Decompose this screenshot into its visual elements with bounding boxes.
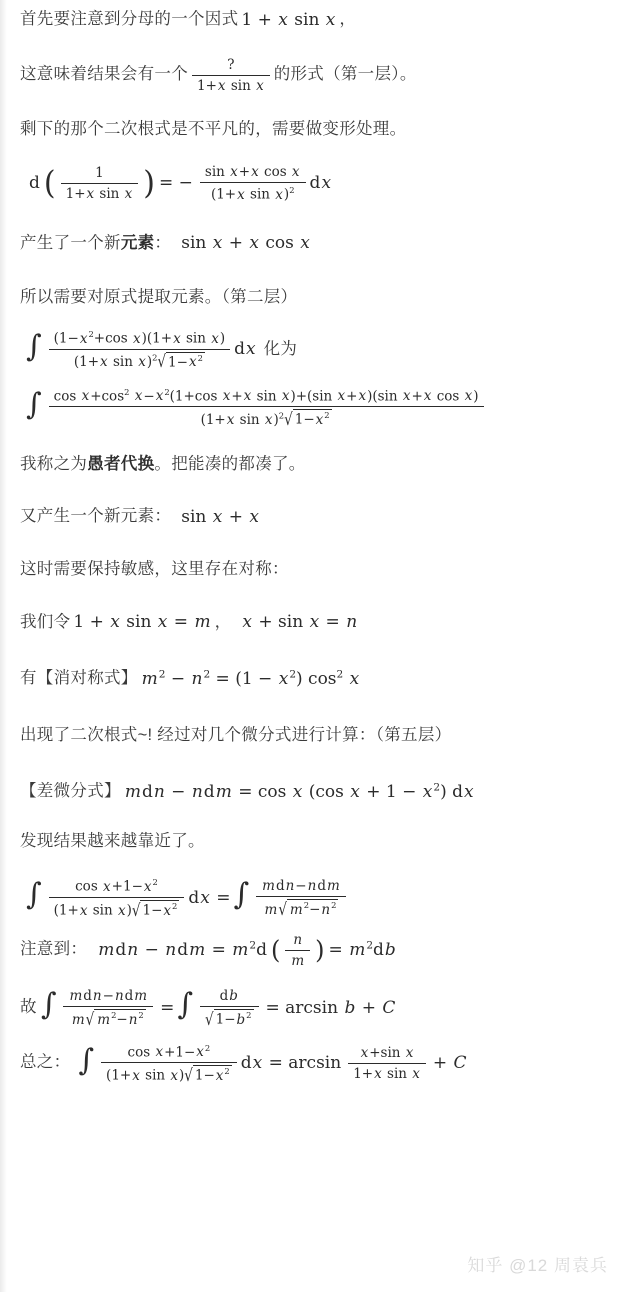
den-pre: (1+x sin x)$^2$ <box>73 352 158 371</box>
sqrt <box>157 352 204 371</box>
numerator: n <box>285 932 310 951</box>
math-inline: mdn − ndm = $m^2d$ <box>98 939 267 961</box>
math-inline: = − <box>159 173 193 194</box>
math-inline: d <box>29 173 40 194</box>
sqrt-radicand: $1-x^2$ <box>194 1066 230 1084</box>
sqrt-radical: √ <box>85 1009 95 1030</box>
text-run: 出现了二次根式~! 经过对几个微分式进行计算：（第五层） <box>20 725 452 744</box>
paragraph-13 <box>20 667 620 692</box>
numerator: db <box>200 988 259 1007</box>
fraction <box>348 1045 426 1082</box>
denominator <box>63 1007 153 1028</box>
text-run: 首先要注意到分母的一个因式 <box>20 10 239 29</box>
paragraph-6 <box>20 286 620 310</box>
text-run: 总之： <box>20 1053 71 1072</box>
denominator: 1+x sin x <box>197 77 264 94</box>
math-inline: dx = arcsin <box>240 1053 342 1074</box>
paragraph-14 <box>20 724 620 748</box>
formula-integral-4 <box>20 986 620 1030</box>
sqrt-radical: √ <box>205 1009 214 1030</box>
text-run: 【差微分式】 <box>20 782 121 801</box>
integral-sign: ∫ <box>40 987 57 1023</box>
text-run: 发现结果越来越靠近了。 <box>20 832 205 851</box>
fraction <box>63 988 153 1028</box>
numerator: x+sin x <box>348 1045 426 1064</box>
fraction <box>49 387 484 428</box>
numerator: mdn−ndm <box>256 878 346 897</box>
sqrt-radical: √ <box>278 899 287 920</box>
text-run: 化为 <box>263 339 298 358</box>
numerator: $\cos x+1-x^2$ <box>101 1043 237 1064</box>
fraction <box>200 988 259 1028</box>
fraction <box>200 164 306 203</box>
text-run: 故 <box>20 997 37 1016</box>
sqrt <box>86 1009 146 1028</box>
den-pre: (1+x sin x)$^2$ <box>200 410 285 428</box>
sqrt <box>284 409 331 428</box>
numerator: $\cos x+\cos^2$ $x-x^2(1+\cos$ x+x sin x)+(sin x+x)(sin x+x cos x) <box>49 387 484 408</box>
sqrt-radical: √ <box>284 409 293 430</box>
text-run: 这时需要保持敏感，这里存在对称： <box>20 559 289 578</box>
fraction <box>192 57 270 94</box>
formula-integral-3 <box>20 876 620 920</box>
bold-term: 元素 <box>120 233 155 252</box>
paragraph-3 <box>20 118 620 142</box>
denominator <box>256 897 346 918</box>
denominator <box>49 350 230 371</box>
math-inline: sin x + x cos x <box>181 233 310 254</box>
den-pre: m <box>264 901 278 918</box>
paragraph-5 <box>20 231 620 256</box>
formula-conclusion <box>20 1042 620 1086</box>
formula-integral-1 <box>20 328 620 372</box>
formula-differential <box>20 162 620 206</box>
paragraph-18 <box>20 932 620 969</box>
paragraph-1 <box>20 8 620 33</box>
fraction <box>285 932 310 969</box>
math-inline: = <box>160 997 175 1018</box>
integral-sign: ∫ <box>78 1042 95 1078</box>
sqrt-radicand: $m^2-n^2$ <box>94 1009 145 1028</box>
den-pre: m <box>71 1011 85 1028</box>
big-paren-left: ( <box>43 165 56 202</box>
math-inline: = arcsin b + C <box>265 997 396 1018</box>
paragraph-9 <box>20 453 620 477</box>
math-inline: x + sin x = n <box>242 612 358 633</box>
paragraph-11 <box>20 558 620 582</box>
sqrt-radical: √ <box>184 1065 193 1086</box>
math-inline: mdn − ndm = cos x (cos $x + 1 - x^2$) dx <box>124 781 474 802</box>
denominator: (1+x sin x)$^2$ <box>210 185 295 203</box>
paragraph-12 <box>20 610 620 635</box>
den-pre: (1+x sin x) <box>106 1067 185 1084</box>
text-run: 的形式（第一层）。 <box>273 65 417 84</box>
math-inline: = $m^2db$ <box>328 939 396 961</box>
denominator: 1+x sin x <box>353 1065 420 1082</box>
fraction <box>49 329 230 373</box>
zhihu-watermark: 知乎 @12 周袁兵 <box>467 1256 608 1275</box>
math-inline: dx = <box>188 887 231 908</box>
text-run: 我们令 <box>20 612 71 631</box>
fraction <box>49 877 185 921</box>
math-inline: + C <box>432 1053 467 1074</box>
math-inline: dx <box>234 339 256 360</box>
denominator <box>49 407 484 428</box>
sqrt-radicand: $1-x^2$ <box>168 352 203 371</box>
numerator: sin x+x cos x <box>200 164 306 183</box>
text-run: 有【消对称式】 <box>20 669 138 688</box>
math-inline: $m^2 - n^2 = (1 - x^2)$ $\cos^2 x$ <box>141 668 360 690</box>
numerator: ($1-x^2+\cos$ x)(1+x sin x) <box>49 329 230 350</box>
paragraph-10 <box>20 505 620 530</box>
math-inline: 1 + x sin x = m <box>73 612 211 633</box>
denominator <box>101 1063 237 1084</box>
numerator: ? <box>192 57 270 76</box>
denominator <box>49 898 185 919</box>
big-paren-right: ) <box>143 165 156 202</box>
integral-sign: ∫ <box>233 877 250 913</box>
paragraph-15 <box>20 780 620 805</box>
paragraph-16 <box>20 830 620 854</box>
denominator: 1+x sin x <box>65 186 133 203</box>
integral-sign: ∫ <box>177 987 193 1023</box>
text-run: 注意到： <box>20 940 88 959</box>
text-run: ： <box>154 233 172 252</box>
sqrt-radical: √ <box>157 352 167 373</box>
sqrt-radicand: $1-x^2$ <box>142 901 178 919</box>
text-run: 这意味着结果会有一个 <box>20 65 188 84</box>
text-run: 所以需要对原式提取元素。（第二层） <box>20 288 298 307</box>
sqrt <box>278 899 338 918</box>
fraction <box>101 1043 237 1084</box>
text-run: ： <box>154 507 172 526</box>
fraction <box>61 165 139 202</box>
sqrt <box>205 1009 254 1028</box>
formula-integral-2 <box>20 386 620 430</box>
numerator: $\cos x+1-x^2$ <box>49 877 185 898</box>
text-run: 。把能凑的都凑了。 <box>154 455 306 473</box>
math-inline: dx <box>309 173 332 194</box>
integral-sign: ∫ <box>26 329 42 364</box>
numerator: 1 <box>61 165 139 184</box>
denominator <box>200 1007 259 1028</box>
text-run: 产生了一个新 <box>20 233 121 252</box>
numerator: mdn−ndm <box>63 988 153 1007</box>
text-run: 剩下的那个二次根式是不平凡的，需要做变形处理。 <box>20 120 407 139</box>
big-paren-right: ) <box>315 935 325 965</box>
math-inline: sin x + x <box>181 506 259 527</box>
integral-sign: ∫ <box>26 386 42 422</box>
sqrt-radicand: $1-b^2$ <box>215 1010 252 1028</box>
big-paren-left: ( <box>270 935 281 965</box>
sqrt <box>184 1065 231 1084</box>
text-run: 我称之为 <box>20 455 88 473</box>
sqrt-radicand: $1-x^2$ <box>294 410 330 428</box>
paragraph-2 <box>20 57 620 94</box>
sqrt <box>132 900 179 919</box>
text-run: ， <box>214 612 232 631</box>
integral-sign: ∫ <box>26 877 42 913</box>
fraction <box>256 878 346 918</box>
sqrt-radical: √ <box>131 900 141 921</box>
denominator: m <box>291 952 305 969</box>
text-run: ， <box>339 10 357 29</box>
sqrt-radicand: $m^2-n^2$ <box>287 899 338 918</box>
bold-term: 愚者代换 <box>87 455 155 473</box>
text-run: 又产生一个新元素 <box>20 507 155 526</box>
math-inline: 1 + x sin x <box>241 10 336 30</box>
den-pre: (1+x sin x) <box>53 902 132 919</box>
